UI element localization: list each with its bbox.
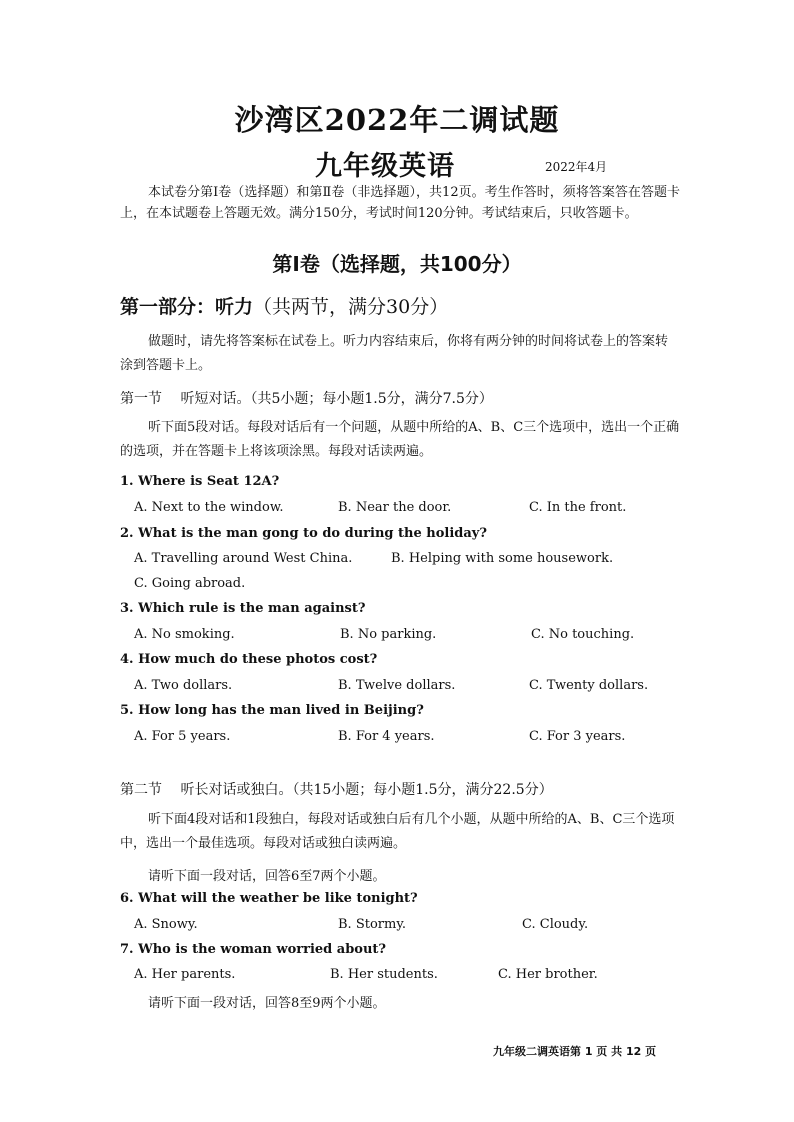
section2-note-2: 请听下面一段对话，回答8至9两个小题。 — [148, 996, 386, 1011]
q2-option-a: A. Travelling around West China. — [134, 551, 353, 566]
part1-note: （共两节，满分30分） — [253, 296, 449, 318]
q1-option-c: C. In the front. — [529, 500, 627, 515]
question-7: 7. Who is the woman worried about? — [120, 942, 387, 957]
q7-option-a: A. Her parents. — [134, 967, 236, 982]
part1-title: 第一部分：听力 — [120, 296, 254, 318]
question-3: 3. Which rule is the man against? — [120, 601, 366, 616]
q4-option-a: A. Two dollars. — [134, 678, 233, 693]
section1-instruction: 听下面5段对话。每段对话后有一个问题，从题中所给的A、B、C三个选项中，选出一个正确的选项，并在答题卡上将该项涂黑。每段对话读两遍。 — [120, 420, 680, 459]
question-5: 5. How long has the man lived in Beijing? — [120, 703, 424, 718]
volume-title: 第Ⅰ卷（选择题，共100分） — [272, 252, 522, 276]
q2-option-c: C. Going abroad. — [134, 576, 246, 591]
question-4: 4. How much do these photos cost? — [120, 652, 378, 667]
q6-option-c: C. Cloudy. — [522, 917, 589, 932]
q3-option-c: C. No touching. — [531, 627, 635, 642]
q5-option-a: A. For 5 years. — [134, 729, 231, 744]
q5-option-c: C. For 3 years. — [529, 729, 626, 744]
section2-instruction: 听下面4段对话和1段独白，每段对话或独白后有几个小题，从题中所给的A、B、C三个选项中，选出一个最佳选项。每段对话或独白读两遍。 — [120, 812, 675, 851]
q7-option-b: B. Her students. — [330, 967, 438, 982]
exam-intro: 本试卷分第Ⅰ卷（选择题）和第Ⅱ卷（非选择题），共12页。考生作答时，须将答案答在答题卡上，在本试题卷上答题无效。满分150分，考试时间120分钟。考试结束后，只收答题卡。 — [120, 185, 680, 221]
page-footer: 九年级二调英语第 1 页 共 12 页 — [493, 1045, 657, 1058]
q5-option-b: B. For 4 years. — [338, 729, 435, 744]
part1-instruction: 做题时，请先将答案标在试卷上。听力内容结束后，你将有两分钟的时间将试卷上的答案转涂到答题卡上。 — [120, 334, 669, 373]
section1-heading: 第一节 听短对话。（共5小题；每小题1.5分，满分7.5分） — [120, 391, 493, 407]
exam-date: 2022年4月 — [545, 160, 608, 174]
question-2: 2. What is the man gong to do during the holiday? — [120, 526, 487, 541]
q2-option-b: B. Helping with some housework. — [391, 551, 614, 566]
q4-option-b: B. Twelve dollars. — [338, 678, 456, 693]
q1-option-b: B. Near the door. — [338, 500, 452, 515]
exam-subtitle: 九年级英语 — [315, 151, 455, 182]
q6-option-a: A. Snowy. — [134, 917, 198, 932]
section2-note-1: 请听下面一段对话，回答6至7两个小题。 — [148, 869, 386, 884]
question-6: 6. What will the weather be like tonight? — [120, 891, 418, 906]
q7-option-c: C. Her brother. — [498, 967, 598, 982]
part1-heading — [120, 292, 448, 319]
q6-option-b: B. Stormy. — [338, 917, 407, 932]
q1-option-a: A. Next to the window. — [134, 500, 284, 515]
q3-option-b: B. No parking. — [340, 627, 437, 642]
question-1: 1. Where is Seat 12A? — [120, 474, 280, 489]
exam-title: 沙湾区2022年二调试题 — [234, 103, 560, 137]
q4-option-c: C. Twenty dollars. — [529, 678, 649, 693]
section2-heading: 第二节 听长对话或独白。（共15小题；每小题1.5分，满分22.5分） — [120, 782, 553, 798]
q3-option-a: A. No smoking. — [134, 627, 235, 642]
